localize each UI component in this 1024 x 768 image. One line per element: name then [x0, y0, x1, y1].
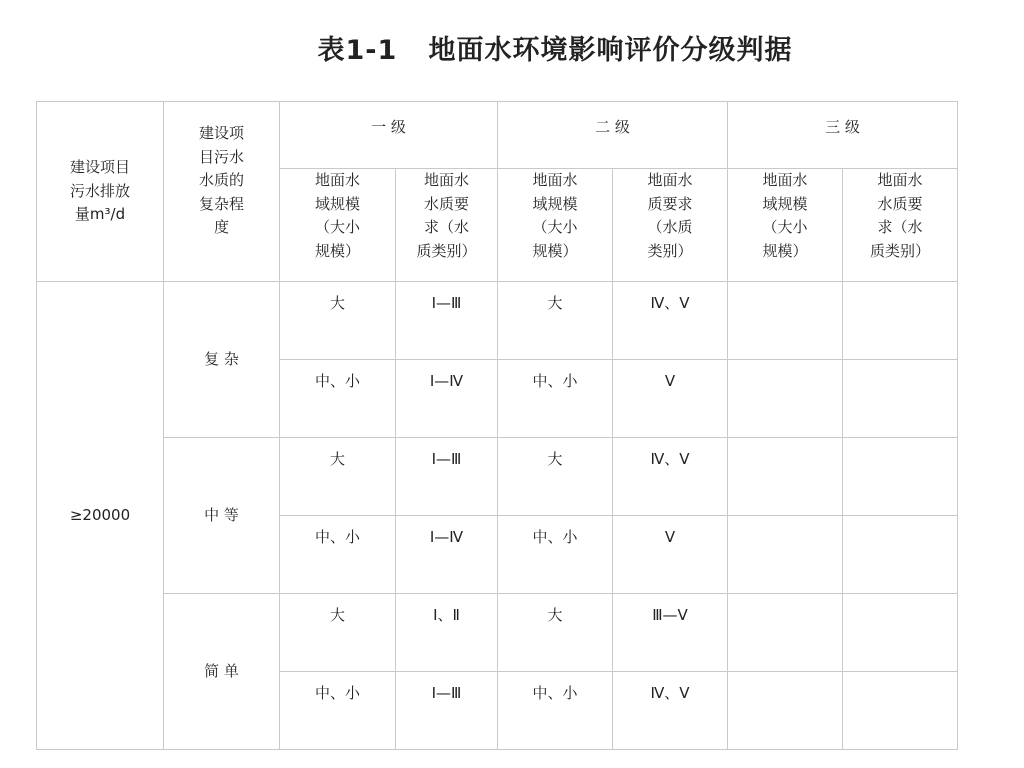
table-cell: [728, 282, 843, 360]
subheader-l3-quality: 地面水 水质要 求（水 质类别）: [843, 169, 958, 282]
table-cell: 中、小: [280, 516, 396, 594]
table-cell: Ⅰ—Ⅲ: [396, 282, 498, 360]
table-cell: Ⅰ—Ⅳ: [396, 516, 498, 594]
table-cell: 中、小: [280, 360, 396, 438]
complexity-label: 简 单: [164, 594, 280, 750]
complexity-label: 复 杂: [164, 282, 280, 438]
table-cell: [843, 360, 958, 438]
subheader-l2-scale: 地面水 域规模 （大小 规模）: [498, 169, 613, 282]
table-cell: [728, 672, 843, 750]
page-title: 表1-1 地面水环境影响评价分级判据: [317, 35, 793, 66]
header-level-2: 二 级: [498, 102, 728, 169]
subheader-l1-quality: 地面水 水质要 求（水 质类别）: [396, 169, 498, 282]
complexity-label: 中 等: [164, 438, 280, 594]
table-cell: Ⅲ—Ⅴ: [613, 594, 728, 672]
table-cell: [728, 438, 843, 516]
subheader-l3-scale: 地面水 域规模 （大小 规模）: [728, 169, 843, 282]
table-cell: [843, 438, 958, 516]
criteria-table: [36, 101, 958, 750]
table-cell: 大: [498, 594, 613, 672]
header-complexity: 建设项 目污水 水质的 复杂程 度: [164, 102, 280, 282]
table-cell: Ⅰ、Ⅱ: [396, 594, 498, 672]
table-cell: Ⅴ: [613, 516, 728, 594]
table-cell: Ⅳ、Ⅴ: [613, 282, 728, 360]
table-cell: [728, 594, 843, 672]
discharge-value: ≥20000: [37, 282, 164, 750]
table-cell: Ⅴ: [613, 360, 728, 438]
subheader-l1-scale: 地面水 域规模 （大小 规模）: [280, 169, 396, 282]
table-cell: [843, 516, 958, 594]
table-cell: Ⅰ—Ⅳ: [396, 360, 498, 438]
table-cell: [843, 672, 958, 750]
table-cell: 大: [280, 438, 396, 516]
table-cell: Ⅰ—Ⅲ: [396, 672, 498, 750]
header-discharge: 建设项目 污水排放 量m³/d: [37, 102, 164, 282]
table-cell: 大: [280, 282, 396, 360]
header-level-3: 三 级: [728, 102, 958, 169]
table-cell: [843, 282, 958, 360]
table-cell: 中、小: [498, 360, 613, 438]
table-cell: [843, 594, 958, 672]
table-cell: Ⅰ—Ⅲ: [396, 438, 498, 516]
table-cell: 大: [498, 438, 613, 516]
header-level-1: 一 级: [280, 102, 498, 169]
table-cell: [728, 360, 843, 438]
table-cell: 大: [498, 282, 613, 360]
table-cell: Ⅳ、Ⅴ: [613, 438, 728, 516]
table-cell: 中、小: [498, 516, 613, 594]
subheader-l2-quality: 地面水 质要求 （水质 类别）: [613, 169, 728, 282]
table-cell: Ⅳ、Ⅴ: [613, 672, 728, 750]
table-cell: 中、小: [280, 672, 396, 750]
table-cell: [728, 516, 843, 594]
table-cell: 大: [280, 594, 396, 672]
table-cell: 中、小: [498, 672, 613, 750]
